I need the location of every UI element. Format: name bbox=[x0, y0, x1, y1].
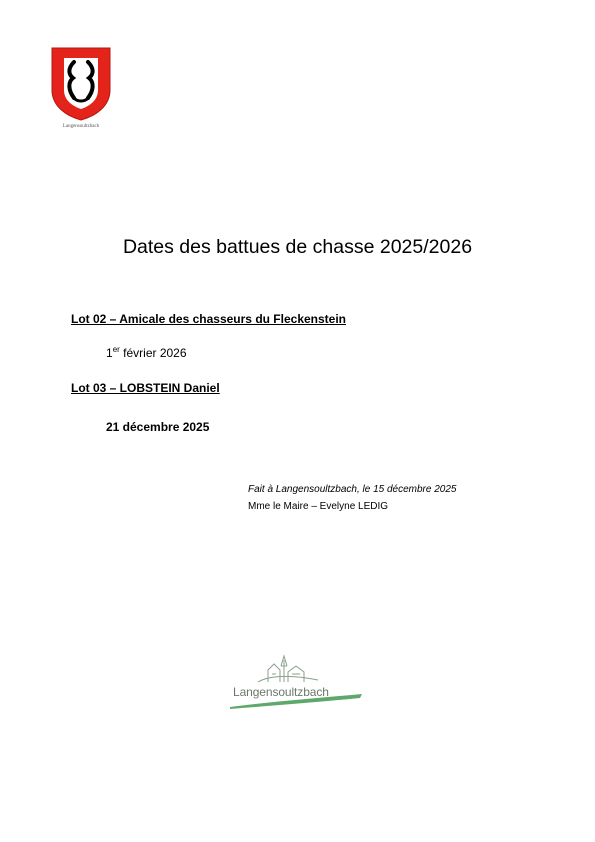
lot-02-date-ordinal: er bbox=[112, 345, 120, 354]
signoff-signer: Mme le Maire – Evelyne LEDIG bbox=[248, 501, 389, 512]
footer-logo-text: Langensoultzbach bbox=[233, 685, 329, 699]
signoff-block bbox=[248, 481, 456, 515]
lot-02-date bbox=[106, 346, 187, 360]
lot-02-heading: Lot 02 – Amicale des chasseurs du Fleckenstein bbox=[71, 312, 347, 326]
crest-caption: Langensoultzbach bbox=[62, 124, 100, 129]
lot-03-heading: Lot 03 – LOBSTEIN Daniel bbox=[71, 381, 220, 395]
coat-of-arms-icon bbox=[50, 46, 112, 122]
village-church-logo-icon bbox=[228, 652, 364, 710]
footer-logo bbox=[228, 652, 364, 710]
coat-of-arms bbox=[48, 46, 114, 129]
page-title: Dates des battues de chasse 2025/2026 bbox=[122, 236, 473, 258]
lot-02-date-rest: février 2026 bbox=[119, 346, 187, 360]
lot-03-date: 21 décembre 2025 bbox=[106, 420, 210, 434]
signoff-place-date: Fait à Langensoultzbach, le 15 décembre 2025 bbox=[248, 484, 457, 495]
lot-02-date-day: 1 bbox=[106, 346, 113, 360]
